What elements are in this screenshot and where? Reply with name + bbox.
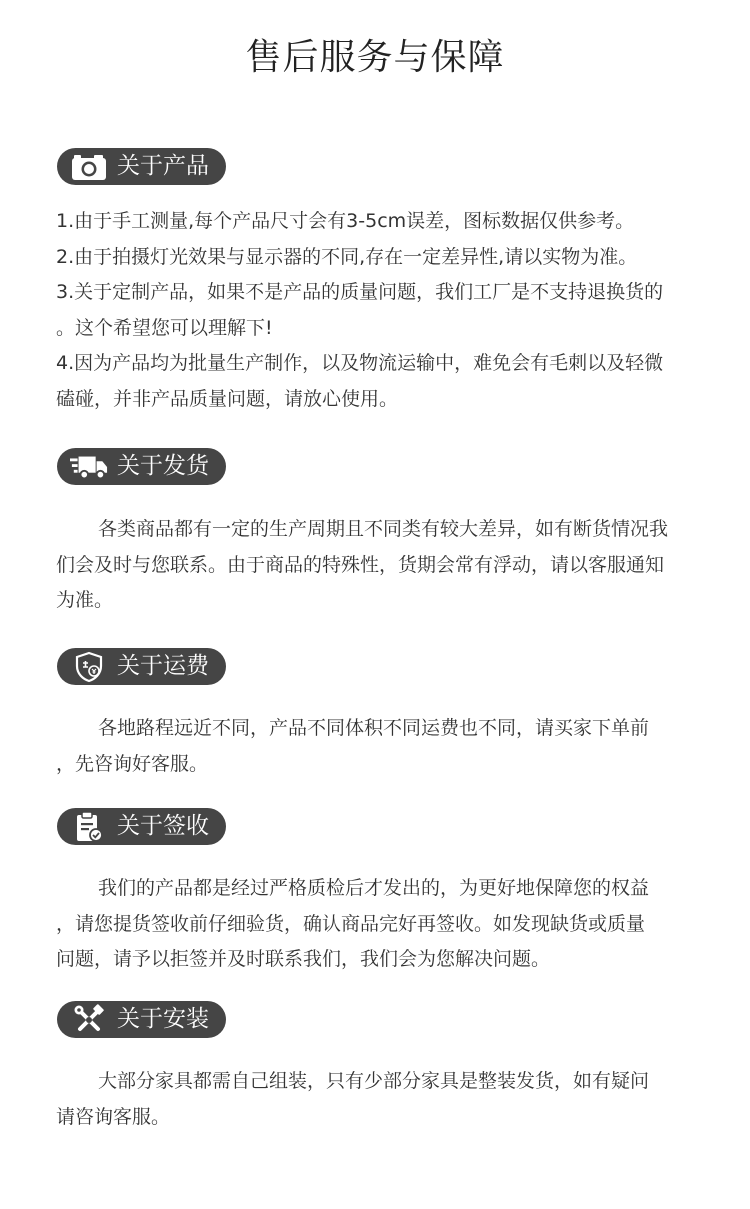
body-line: ，请您提货签收前仔细验货，确认商品完好再签收。如发现缺货或质量 (56, 912, 646, 935)
body-line: 各类商品都有一定的生产周期且不同类有较大差异，如有断货情况我 (98, 518, 669, 540)
camera-icon (70, 151, 108, 182)
body-line: 磕碰，并非产品质量问题，请放心使用。 (56, 387, 399, 410)
section-header-delivery (57, 448, 226, 485)
body-line: 2.由于拍摄灯光效果与显示器的不同,存在一定差异性,请以实物为准。 (56, 245, 638, 268)
section-body-delivery (56, 512, 701, 619)
section-label: 关于产品 (117, 153, 209, 179)
section-label: 关于发货 (117, 453, 209, 479)
body-line: 们会及时与您联系。由于商品的特殊性，货期会常有浮动，请以客服通知 (56, 553, 665, 576)
body-line: ，先咨询好客服。 (56, 752, 209, 775)
body-line: 大部分家具都需自己组装，只有少部分家具是整装发货，如有疑问 (98, 1070, 650, 1092)
clipboard-check-icon (70, 811, 108, 842)
section-label: 关于签收 (117, 813, 209, 839)
body-line: 3.关于定制产品，如果不是产品的质量问题，我们工厂是不支持退换货的 (56, 281, 664, 303)
body-line: 各地路程远近不同，产品不同体积不同运费也不同，请买家下单前 (98, 717, 650, 739)
body-line: 1.由于手工测量,每个产品尺寸会有3-5cm误差，图标数据仅供参考。 (56, 210, 635, 232)
section-body-receipt (56, 871, 701, 978)
body-line: 我们的产品都是经过严格质检后才发出的，为更好地保障您的权益 (98, 877, 650, 899)
delivery-truck-icon (70, 451, 108, 482)
section-body-installation (56, 1064, 701, 1135)
body-line: 问题，请予以拒签并及时联系我们，我们会为您解决问题。 (56, 948, 551, 970)
section-header-shipping-fee (57, 648, 226, 685)
tools-icon (70, 1004, 108, 1035)
section-header-receipt (57, 808, 226, 845)
body-line: 4.因为产品均为批量生产制作，以及物流运输中，难免会有毛刺以及轻微 (56, 352, 664, 374)
section-header-installation (57, 1001, 226, 1038)
body-line: 。这个希望您可以理解下! (56, 316, 273, 339)
section-label: 关于安装 (117, 1006, 209, 1032)
section-header-product (57, 148, 226, 185)
shipping-fee-shield-icon (70, 651, 108, 682)
body-line: 为准。 (56, 589, 114, 611)
section-label: 关于运费 (117, 653, 209, 679)
section-body-shipping-fee (56, 711, 701, 782)
body-line: 请咨询客服。 (56, 1105, 171, 1128)
page-title: 售后服务与保障 (245, 37, 505, 78)
section-body-product (56, 204, 701, 417)
